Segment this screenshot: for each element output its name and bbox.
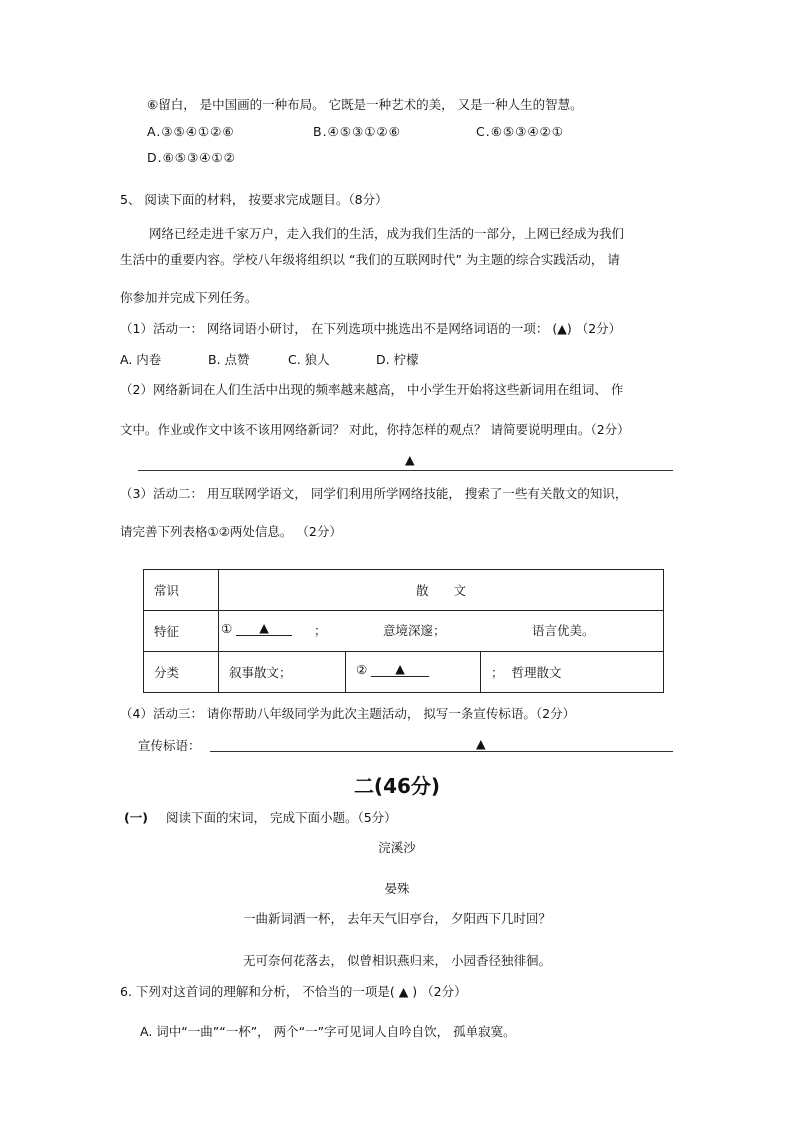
q5-para-line-2: 生活中的重要内容。学校八年级将组织以 “我们的互联网时代” 为主题的综合实践活动， 请 xyxy=(120,252,620,267)
row1-item-2: 意境深邃； xyxy=(383,623,446,638)
q5-title: 5、 阅读下面的材料， 按要求完成题目。（8分） xyxy=(120,192,388,207)
poem-line-2: 无可奈何花落去， 似曾相识燕归来， 小园香径独徘徊。 xyxy=(243,953,551,968)
table-row2-label: 分类 xyxy=(144,652,219,693)
prose-info-table xyxy=(143,569,664,693)
q5-para-line-1: 网络已经走进千家万户，走入我们的生活，成为我们生活的一部分，上网已经成为我们 xyxy=(149,226,625,241)
row2-blank-cell xyxy=(346,652,481,693)
answer-mark: ▲ xyxy=(405,452,415,467)
table-header-left: 常识 xyxy=(144,570,219,611)
row2-item-1: 叙事散文； xyxy=(219,652,346,693)
row1-separator: ； xyxy=(314,623,327,638)
row2-item-3-cell xyxy=(481,652,664,693)
table-row xyxy=(144,611,664,652)
blank-2-input[interactable] xyxy=(371,661,429,677)
q5-sub1-option-d: D. 柠檬 xyxy=(376,352,419,367)
poem-line-1: 一曲新词酒一杯， 去年天气旧亭台， 夕阳西下几时回？ xyxy=(243,911,551,926)
row2-item-3: 哲理散文 xyxy=(511,665,562,680)
blank-1-num: ① xyxy=(221,621,233,636)
q5-sub1-option-c: C. 狼人 xyxy=(288,352,330,367)
part-1-instruction: 阅读下面的宋词， 完成下面小题。（5分） xyxy=(166,810,397,825)
q6-option-a: A. 词中“一曲”“一杯”， 两个“一”字可见词人自吟自饮， 孤单寂寞。 xyxy=(140,1024,516,1039)
blank-1-mark: ▲ xyxy=(259,620,269,635)
blank-2-mark: ▲ xyxy=(395,661,405,676)
row2-separator: ； xyxy=(491,665,504,680)
q5-sub3-line-2: 请完善下列表格①②两处信息。 （2分） xyxy=(120,524,342,539)
table-row xyxy=(144,652,664,693)
table-header-right: 散 文 xyxy=(219,570,664,611)
q5-sub1: （1）活动一： 网络词语小研讨， 在下列选项中挑选出不是网络词语的一项： (▲) （2分） xyxy=(120,321,622,336)
row1-item-3: 语言优美。 xyxy=(532,623,595,638)
q4-option-b: B.④⑤③①②⑥ xyxy=(313,124,401,139)
poem-title: 浣溪沙 xyxy=(378,840,416,855)
table-row1-label: 特征 xyxy=(144,611,219,652)
answer-line[interactable] xyxy=(138,470,673,471)
q6-stem: 6. 下列对这首词的理解和分析， 不恰当的一项是( ▲ ) （2分） xyxy=(120,984,467,999)
part-1-number: (一) xyxy=(124,810,148,825)
q4-option-d: D.⑥⑤③④①② xyxy=(147,150,236,165)
slogan-label: 宣传标语： xyxy=(138,738,201,753)
q5-sub3-line-1: （3）活动二： 用互联网学语文， 同学们利用所学网络技能， 搜索了一些有关散文的知识， xyxy=(120,486,628,501)
poem-author: 晏殊 xyxy=(384,881,410,896)
q5-para-line-3: 你参加并完成下列任务。 xyxy=(120,290,258,305)
blank-2-num: ② xyxy=(356,662,368,677)
q5-sub1-option-b: B. 点赞 xyxy=(208,352,250,367)
table-row1-content xyxy=(219,611,664,652)
q4-item-6: ⑥留白， 是中国画的一种布局。 它既是一种艺术的美， 又是一种人生的智慧。 xyxy=(147,97,583,112)
slogan-line[interactable] xyxy=(210,751,673,752)
section-2-heading: 二(46分) xyxy=(353,774,441,798)
q5-sub2-line-1: （2）网络新词在人们生活中出现的频率越来越高， 中小学生开始将这些新词用在组词、 作 xyxy=(120,382,624,397)
slogan-mark: ▲ xyxy=(476,736,486,751)
q4-option-a: A.③⑤④①②⑥ xyxy=(147,124,235,139)
table-row xyxy=(144,570,664,611)
q5-sub4: （4）活动三： 请你帮助八年级同学为此次主题活动， 拟写一条宣传标语。（2分） xyxy=(120,706,576,721)
q5-sub2-line-2: 文中。作业或作文中该不该用网络新词？ 对此，你持怎样的观点？ 请简要说明理由。（2分） xyxy=(120,422,630,437)
q5-sub1-option-a: A. 内卷 xyxy=(120,352,162,367)
blank-1-input[interactable] xyxy=(236,620,292,636)
q4-option-c: C.⑥⑤③④②① xyxy=(476,124,564,139)
